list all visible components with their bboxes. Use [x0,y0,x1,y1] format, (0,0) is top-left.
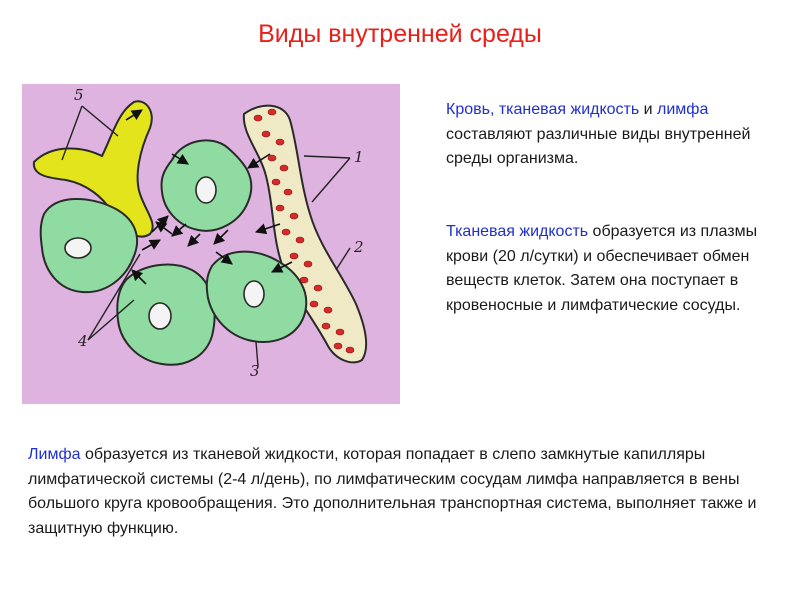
paragraph-lymph [28,443,788,541]
term-lymph: лимфа [657,101,709,118]
page-title: Виды внутренней среды [258,20,542,48]
label-5: 5 [74,86,84,104]
paragraph-internal-environment [446,98,786,172]
paragraph1-mid: и [639,101,658,118]
label-1: 1 [354,148,364,166]
label-2: 2 [354,238,364,256]
term-lymph-2: Лимфа [28,446,81,463]
paragraph2-rest: образуется из плазмы крови (20 л/сутки) и обеспечивает обмен веществ клеток. Затем она поступает в кровеносные и лимфатические сосуды. [446,223,758,314]
diagram-svg [22,84,400,404]
paragraph-tissue-fluid [446,220,786,318]
paragraph3-rest: образуется из тканевой жидкости, которая попадает в слепо замкнутые капилляры лимфатической системы (2-4 л/день), по лимфатическим сосудам лимфа направляется в вены большого круга кровообращения. Это дополнительная транспортная система, выполняет также и защитную функцию. [28,446,757,537]
label-4: 4 [78,332,88,350]
term-tissue-fluid: Тканевая жидкость [446,223,589,240]
label-3: 3 [250,362,260,380]
term-blood-tissue-fluid: Кровь, тканевая жидкость [446,101,640,118]
tissue-fluid-diagram [22,84,400,404]
paragraph1-rest: составляют различные виды внутренней среды организма. [446,125,751,167]
